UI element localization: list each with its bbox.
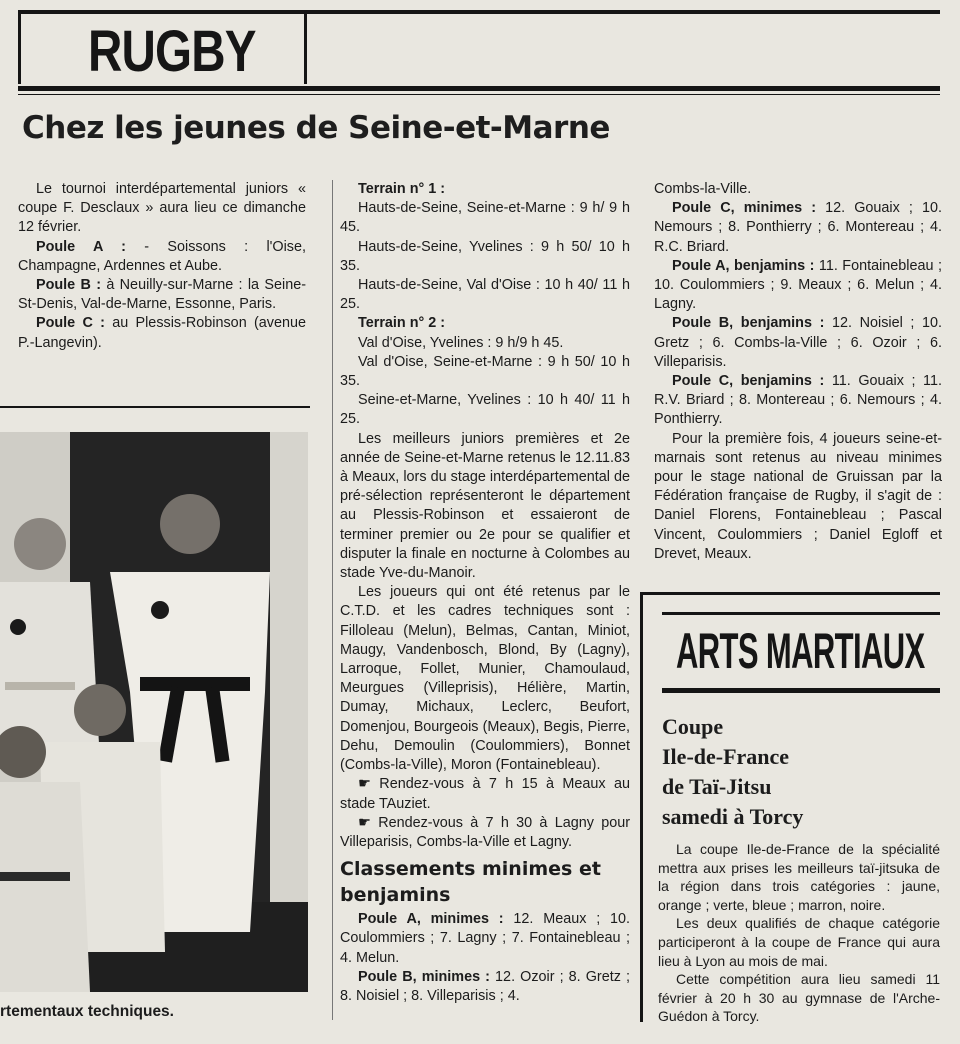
rendezvous-meaux [340,775,630,813]
first-time-paragraph: Pour la première fois, 4 joueurs seine-et-marnais sont retenus au niveau minimes pour le stage national de Gruissan par la Fédération française de Rugby, il s'agit de : Daniel Florens, Fontainebleau ; Pascal Vincent, Coulommiers ; Daniel Egloff et Drevet, Meaux. [654,430,942,562]
poule-c-label: Poule C : [36,315,105,332]
poule-b-text: à Neuilly-sur-Marne : la Seine-St-Denis, Val-de-Marne, Essonne, Paris. [18,277,306,313]
selected-players-paragraph: Les joueurs qui ont été retenus par le C.T.D. et les cadres techniques sont : Filloleau (Melun), Belmas, Cantan, Miniot, Maugy, Vandenbosch, Blond, By (Lagny), Larroque, Follet, Munier, Chamoulaud, Meurgues (Villeprisis), Hélière, Martin, Dumay, Michaux, Leclerc, Beufort, Domenjou, Bourgeois (Meaux), Begis, Pierre, Dehu, Demoulin (Coulommiers), Bonnet (Combs-la-Ville), Moron (Fontainebleau). [340,584,630,774]
martial-header-lower-rule [662,688,940,693]
poule-a-minimes-text: 12. Meaux ; 10. Coulommiers ; 7. Lagny ; 7. Fontainebleau ; 4. Melun. [340,911,630,966]
rugby-column-3 [654,180,942,564]
martial-box-left-rule [640,592,643,1022]
poule-b-benjamins-text: 12. Noisiel ; 10. Gretz ; 6. Combs-la-Ville ; 6. Ozoir ; 6. Villeparisis. [654,315,942,370]
karate-photo-illustration [0,432,308,992]
poule-c-minimes-label: Poule C, minimes : [672,200,817,217]
poule-b-minimes-text: 12. Ozoir ; 8. Gretz ; 8. Noisiel ; 8. Villeparisis ; 4. [340,968,630,1004]
photo-top-rule [0,406,310,408]
hand-pointer-icon: ☛ [358,776,380,793]
classements-subheading: Classements minimes et benjamins [340,858,601,907]
poule-c-minimes-text: 12. Gouaix ; 10. Nemours ; 8. Ponthierry ; 6. Montereau ; 4. R.C. Briard. [654,200,942,255]
hand-pointer-icon: ☛ [358,814,379,831]
poule-c-benjamins-label: Poule C, benjamins : [672,373,825,390]
terrain-1-label-text: Terrain n° 1 : [358,181,446,197]
poule-a-benjamins-text: 11. Fontainebleau ; 10. Coulommiers ; 9. Meaux ; 6. Melun ; 4. Lagny. [654,257,942,313]
poule-b-benjamins [654,314,942,372]
rendezvous-lagny [340,814,630,852]
poule-b-minimes [340,968,630,1006]
poule-a-minimes-label: Poule A, minimes : [358,911,504,928]
rugby-intro: Le tournoi interdépartemental juniors « coupe F. Desclaux » aura lieu ce dimanche 12 février. [18,181,306,236]
poule-b-paragraph [18,276,306,314]
martial-title-line-2: Ile-de-France [662,744,790,769]
poule-b-label: Poule B : [36,277,102,294]
column-separator-1 [332,180,333,1020]
terrain-2-match-1: Val d'Oise, Yvelines : 9 h/9 h 45. [358,334,564,351]
martial-box-top-rule [640,592,940,595]
rendezvous-meaux-text: Rendez-vous à 7 h 15 à Meaux au stade TAuziet. [340,776,631,812]
header-box-left-rule [18,14,21,84]
poule-c-benjamins-text: 11. Gouaix ; 11. R.V. Briard ; 8. Montereau ; 6. Nemours ; 4. Ponthierry. [654,373,942,428]
martial-paragraph-2: Les deux qualifiés de chaque catégorie participeront à la coupe de France qui aura lieu à Lyon au mois de mai. [658,915,940,969]
photo-caption: rtementaux techniques. [0,1003,174,1020]
terrain-2-label [340,314,630,333]
rugby-column-1 [18,180,306,353]
martial-title-line-1: Coupe [662,714,724,739]
poule-c-text: au Plessis-Robinson (avenue P.-Langevin). [18,315,306,351]
martial-paragraph-1: La coupe Ile-de-France de la spécialité mettra aux prises les meilleurs taï-jitsuka de la région dans trois catégories : jaune, orange ; verte, bleue ; marron, noire. [658,841,940,913]
rugby-column-2 [340,180,630,1006]
poule-a-minimes [340,910,630,968]
martial-title-line-3: de Taï-Jitsu [662,774,772,799]
poule-b-benjamins-label: Poule B, benjamins : [672,315,825,332]
poule-c-minimes [654,199,942,257]
terrain-2-label-text: Terrain n° 2 : [358,315,446,332]
best-juniors-paragraph: Les meilleurs juniors premières et 2e année de Seine-et-Marne retenus le 12.11.83 à Meaux, lors du stage interdépartemental de pré-sélection représenteront le département au Plessis-Robinson et essaieront de terminer premier ou 2e pour se qualifier et disputer la finale en nocturne à Colombes au stade Yve-du-Manoir. [340,430,630,582]
poule-c-paragraph [18,314,306,352]
martial-header-upper-rule [662,612,940,615]
poule-a-paragraph [18,238,306,276]
terrain-1-match-1: Hauts-de-Seine, Seine-et-Marne : 9 h/ 9 h 45. [340,200,630,236]
poule-a-label: Poule A : [36,238,126,255]
header-box-right-rule [304,14,307,84]
poule-a-text: - Soissons : l'Oise, Champagne, Ardennes et Aube. [18,238,306,274]
rugby-headline: Chez les jeunes de Seine-et-Marne [22,110,610,146]
terrain-1-match-3: Hauts-de-Seine, Val d'Oise : 10 h 40/ 11 h 25. [340,277,630,313]
top-rule [18,10,940,14]
martial-paragraph-3: Cette compétition aura lieu samedi 11 février à 20 h 30 au gymnase de l'Arche-Guédon à Torcy. [658,971,940,1025]
rugby-section-header: RUGBY [88,19,256,84]
martial-title-line-4: samedi à Torcy [662,804,804,829]
poule-a-benjamins-label: Poule A, benjamins : [672,257,815,274]
rugby-header-bottom-rule [18,86,940,91]
poule-b-minimes-label: Poule B, minimes : [358,968,490,985]
martial-title [662,712,803,832]
rendezvous-lagny-text: Rendez-vous à 7 h 30 à Lagny pour Villeparisis, Combs-la-Ville et Lagny. [340,814,630,850]
terrain-1-label [340,180,630,199]
terrain-1-match-2: Hauts-de-Seine, Yvelines : 9 h 50/ 10 h 35. [340,238,630,274]
terrain-2-match-2: Val d'Oise, Seine-et-Marne : 9 h 50/ 10 h 35. [340,353,630,390]
arts-martiaux-header: ARTS MARTIAUX [676,623,925,679]
martial-body [658,840,940,1026]
karate-team-photo [0,432,308,992]
terrain-2-match-3: Seine-et-Marne, Yvelines : 10 h 40/ 11 h 25. [340,392,630,428]
combs-continuation: Combs-la-Ville. [654,181,752,197]
poule-a-benjamins [654,257,942,315]
rugby-header-bottom-thin-rule [18,94,940,95]
poule-c-benjamins [654,372,942,430]
